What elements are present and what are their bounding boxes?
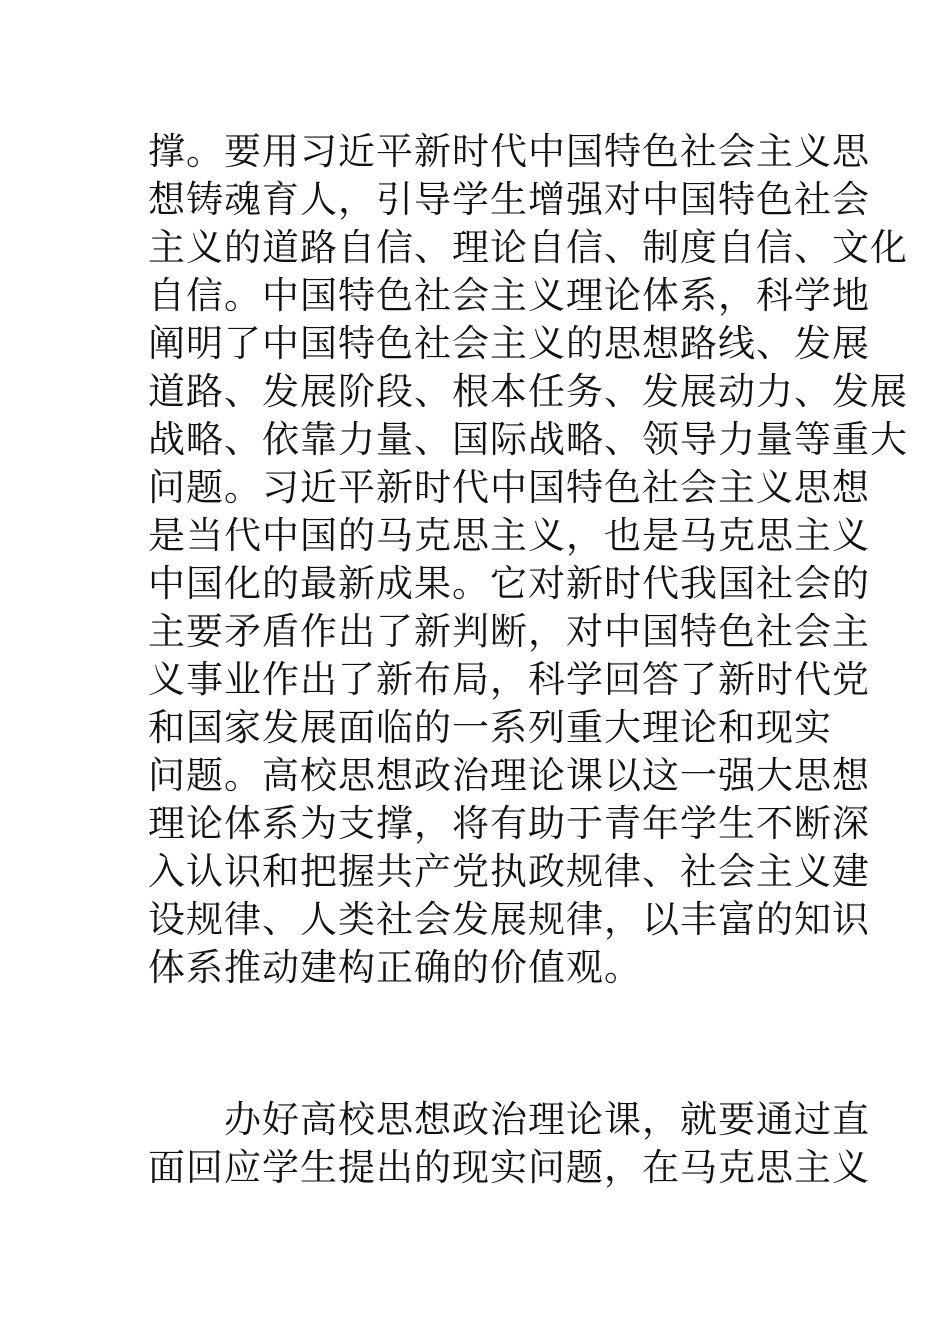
text-line: 理论体系为支撑，将有助于青年学生不断深 [148,802,870,845]
text-line: 入认识和把握共产党执政规律、社会主义建 [148,850,870,893]
text-line: 主义的道路自信、理论自信、制度自信、文化 [148,226,908,269]
text-line: 战略、依靠力量、国际战略、领导力量等重大 [148,418,908,461]
text-line: 撑。要用习近平新时代中国特色社会主义思 [148,130,870,173]
text-line: 自信。中国特色社会主义理论体系，科学地 [148,274,870,317]
text-line: 主要矛盾作出了新判断，对中国特色社会主 [148,610,870,653]
text-line: 是当代中国的马克思主义，也是马克思主义 [148,514,870,557]
text-line: 和国家发展面临的一系列重大理论和现实 [148,706,832,749]
text-line: 阐明了中国特色社会主义的思想路线、发展 [148,322,870,365]
text-line: 体系推动建构正确的价值观。 [148,946,642,989]
text-line: 面回应学生提出的现实问题，在马克思主义 [148,1146,870,1189]
text-line: 道路、发展阶段、根本任务、发展动力、发展 [148,370,908,413]
text-line: 义事业作出了新布局，科学回答了新时代党 [148,658,870,701]
text-line: 想铸魂育人，引导学生增强对中国特色社会 [148,178,870,221]
text-line: 设规律、人类社会发展规律，以丰富的知识 [148,898,870,941]
text-line: 问题。高校思想政治理论课以这一强大思想 [148,754,870,797]
text-line: 中国化的最新成果。它对新时代我国社会的 [148,562,870,605]
text-line: 办好高校思想政治理论课，就要通过直 [148,1098,870,1141]
body-paragraph [148,128,908,992]
text-line: 问题。习近平新时代中国特色社会主义思想 [148,466,870,509]
body-paragraph [148,1096,870,1192]
